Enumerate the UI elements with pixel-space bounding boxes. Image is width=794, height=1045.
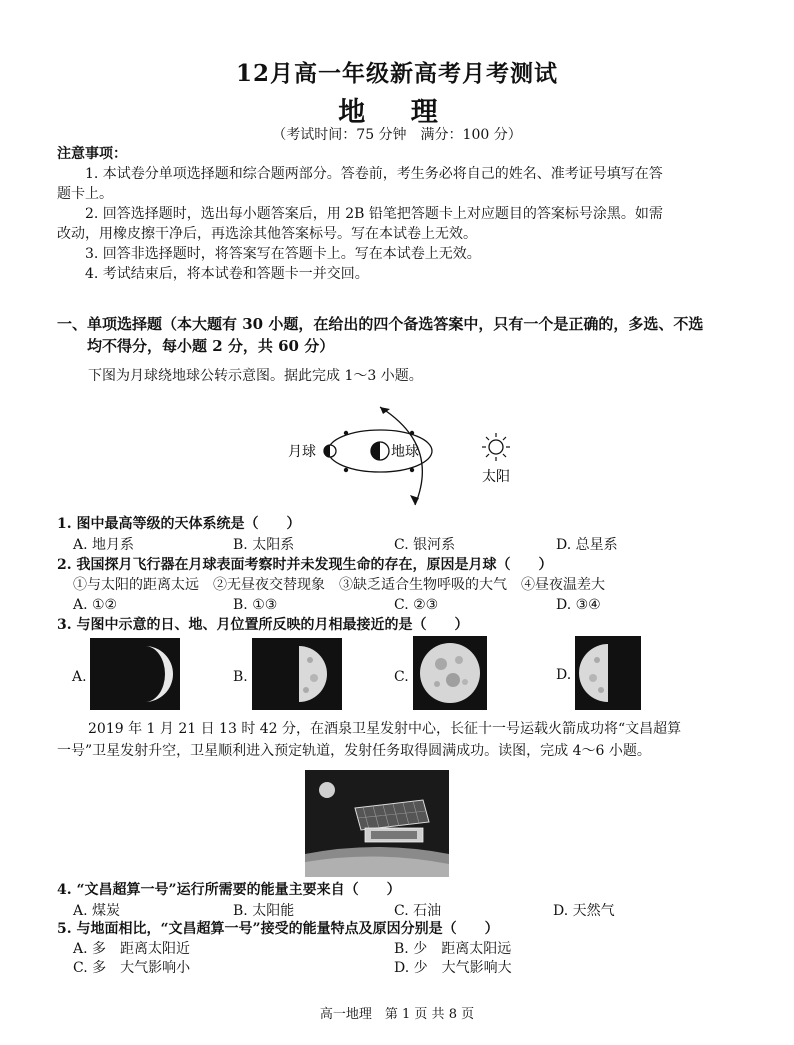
question-5-stem: 5. 与地面相比，“文昌超算一号”接受的能量特点及原因分别是（ ） [57,921,499,937]
orbit-dot [344,468,348,472]
note-line: 4. 考试结束后，将本试卷和答题卡一并交回。 [85,266,369,282]
satellite-image [305,770,449,877]
q4-option-a[interactable]: A. 煤炭 [73,903,121,919]
q3-option-c[interactable]: C. [394,669,409,685]
half-moon-icon [252,638,342,710]
moon-phase-image-b[interactable] [252,638,342,710]
earth-shadow-icon [371,442,380,460]
orbit-dot [410,468,414,472]
q4-option-c[interactable]: C. 石油 [394,903,442,919]
intro-text: 2019 年 1 月 21 日 13 时 42 分，在酒泉卫星发射中心，长征十一号运载火箭成功将“文昌超算 [88,721,682,737]
q1-option-a[interactable]: A. 地月系 [73,537,135,553]
page-footer: 高一地理 第 1 页 共 8 页 [319,1007,475,1022]
q5-option-a[interactable]: A. 多 距离太阳近 [73,941,191,957]
exam-title: 12月高一年级新高考月考测试 [235,60,558,87]
q1-option-c[interactable]: C. 银河系 [394,537,456,553]
moon-label: 月球 [288,443,316,459]
orbit-dot [410,431,414,435]
q3-option-a[interactable]: A. [72,669,87,685]
q2-option-b[interactable]: B. ①③ [233,597,278,613]
intro-text: 下图为月球绕地球公转示意图。据此完成 1～3 小题。 [88,368,423,384]
section-heading-cont: 均不得分，每小题 2 分，共 60 分） [87,337,335,355]
note-line: 2. 回答选择题时，选出每小题答案后，用 2B 铅笔把答题卡上对应题目的答案标号涂黑。如需 [85,206,663,222]
intro-text: 一号”卫星发射升空，卫星顺利进入预定轨道，发射任务取得圆满成功。读图，完成 4～6 小题。 [57,743,651,759]
question-3-stem: 3. 与图中示意的日、地、月位置所反映的月相最接近的是（ ） [57,617,469,633]
moon-phase-image-c[interactable] [413,636,487,710]
question-1-stem: 1. 图中最高等级的天体系统是（ ） [57,516,301,532]
crescent-moon-icon [90,638,180,710]
sun-label: 太阳 [482,468,510,484]
note-line: 1. 本试卷分单项选择题和综合题两部分。答卷前，考生务必将自己的姓名、准考证号填写在答 [85,166,663,182]
q4-option-b[interactable]: B. 太阳能 [233,903,295,919]
q2-option-d[interactable]: D. ③④ [556,597,601,613]
q3-option-b[interactable]: B. [233,669,248,685]
full-moon-icon [413,636,487,710]
moon-phase-image-a[interactable] [90,638,180,710]
earth-label: 地球 [391,443,419,459]
note-line: 3. 回答非选择题时，将答案写在答题卡上。写在本试卷上无效。 [85,246,481,262]
q3-option-d[interactable]: D. [556,667,572,683]
sun-icon [482,433,510,461]
q2-option-c[interactable]: C. ②③ [394,597,439,613]
q5-option-b[interactable]: B. 少 距离太阳远 [394,941,512,957]
subject-title: 地 理 [338,97,456,128]
question-4-stem: 4. “文昌超算一号”运行所需要的能量主要来自（ ） [57,882,401,898]
note-line: 改动，用橡皮擦干净后，再选涂其他答案标号。写在本试卷上无效。 [57,226,477,242]
moon-phase-image-d[interactable] [575,636,641,710]
note-line: 题卡上。 [57,186,113,202]
exam-meta: （考试时间：75 分钟 满分：100 分） [272,127,522,143]
q4-option-d[interactable]: D. 天然气 [553,903,615,919]
satellite-illustration [305,770,449,877]
q2-option-a[interactable]: A. ①② [73,597,118,613]
q1-option-b[interactable]: B. 太阳系 [233,537,295,553]
orbit-dot [344,431,348,435]
q5-option-d[interactable]: D. 少 大气影响大 [394,960,512,976]
section-heading: 一、单项选择题（本大题有 30 小题，在给出的四个备选答案中，只有一个是正确的，多选、不选 [57,315,704,333]
q5-option-c[interactable]: C. 多 大气影响小 [73,960,191,976]
earth-in-space-icon [319,782,335,798]
q2-items: ①与太阳的距离太远 ②无昼夜交替现象 ③缺乏适合生物呼吸的大气 ④昼夜温差大 [73,577,605,593]
q1-option-d[interactable]: D. 总星系 [556,537,618,553]
half-moon-icon [575,636,641,710]
moon-orbit-diagram [270,395,540,515]
question-2-stem: 2. 我国探月飞行器在月球表面考察时并未发现生命的存在，原因是月球（ ） [57,557,553,573]
notes-heading: 注意事项： [57,146,127,162]
